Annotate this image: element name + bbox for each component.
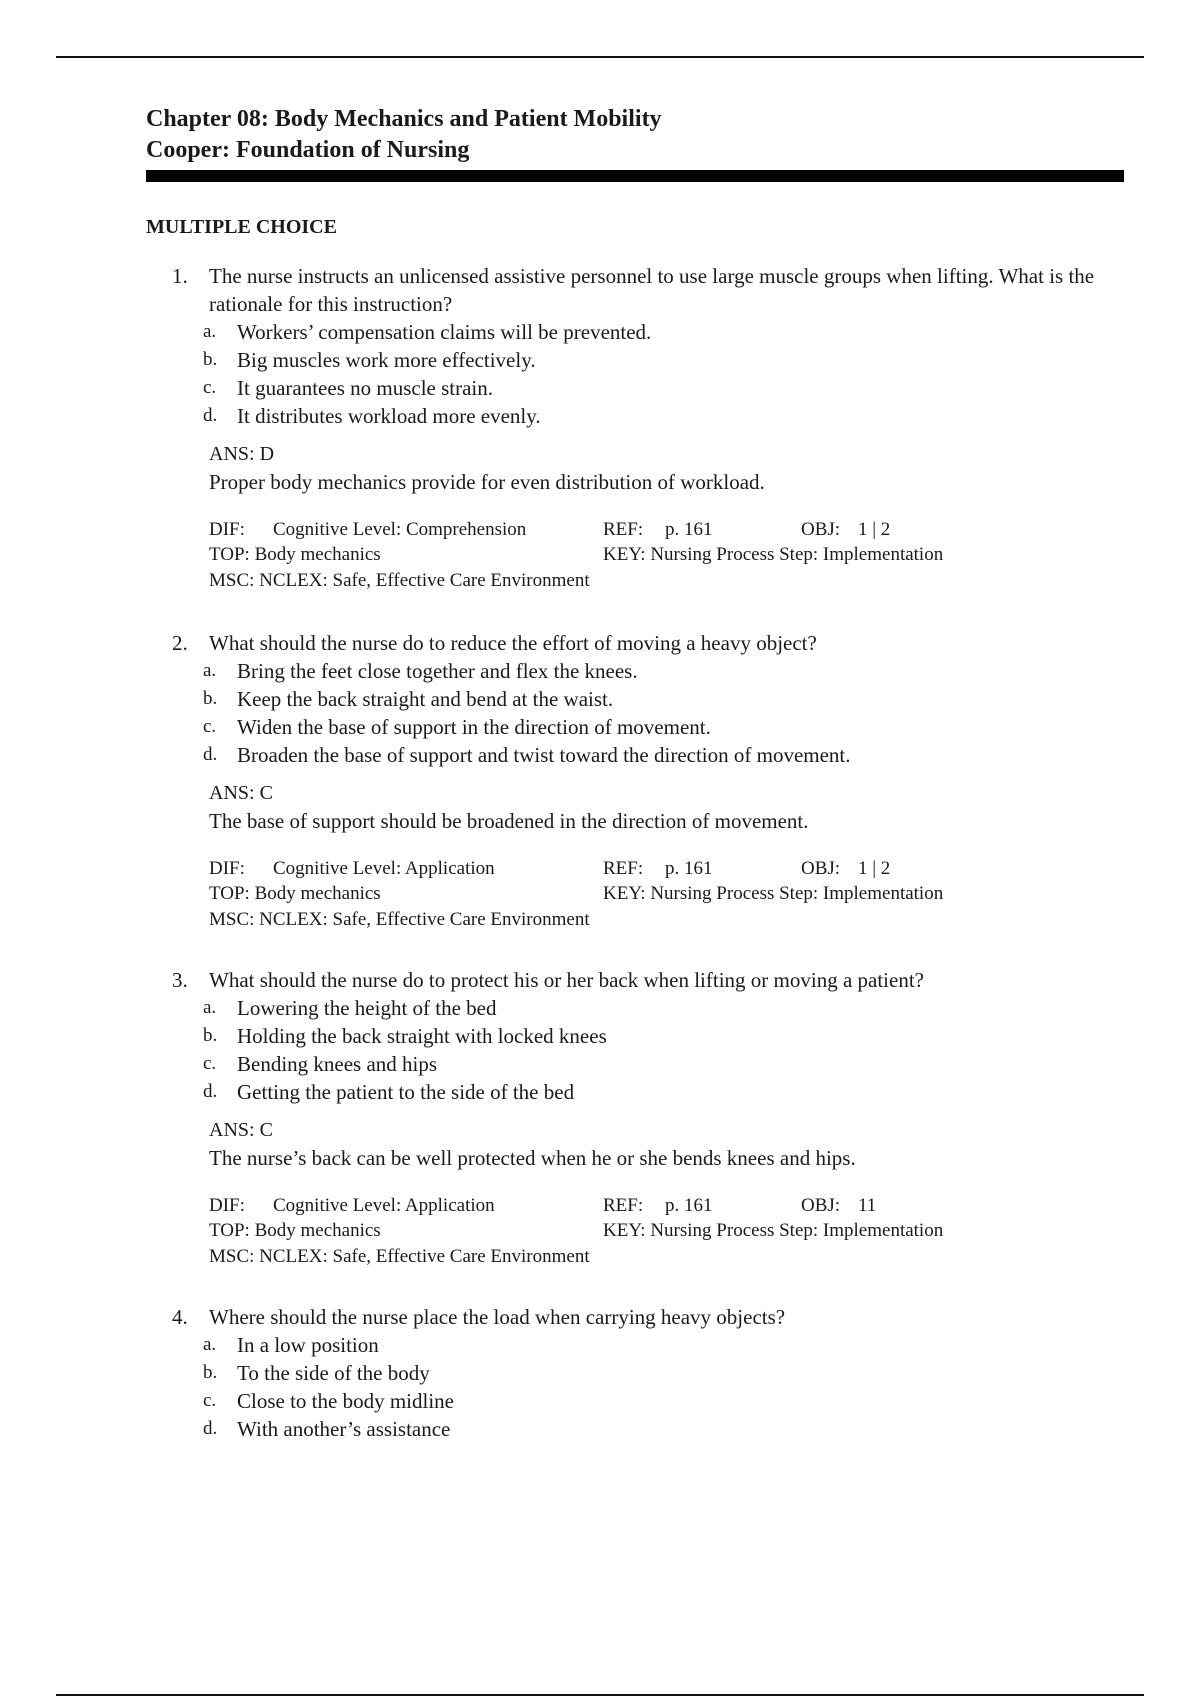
options-list bbox=[172, 994, 1112, 1106]
option-b: b. To the side of the body bbox=[203, 1361, 430, 1385]
obj-label: OBJ: bbox=[801, 1195, 841, 1216]
obj-value: 11 bbox=[858, 1195, 877, 1216]
key: KEY: Nursing Process Step: Implementation bbox=[603, 544, 944, 565]
question-meta bbox=[209, 856, 1112, 934]
question-4 bbox=[172, 1303, 1112, 1443]
question-3 bbox=[172, 966, 1112, 1271]
options-list bbox=[172, 1331, 1112, 1443]
option-b: b. Keep the back straight and bend at the waist. bbox=[203, 687, 614, 711]
ref-label: REF: bbox=[603, 858, 644, 879]
bottom-rule bbox=[56, 1694, 1144, 1696]
msc: MSC: NCLEX: Safe, Effective Care Environment bbox=[209, 1246, 590, 1267]
answer-block bbox=[172, 440, 1112, 595]
option-c: c. Bending knees and hips bbox=[203, 1052, 438, 1076]
dif-label: DIF: bbox=[209, 858, 245, 879]
dif-label: DIF: bbox=[209, 1195, 245, 1216]
answer-block bbox=[172, 779, 1112, 934]
question-text: What should the nurse do to protect his or her back when lifting or moving a patient? bbox=[209, 968, 924, 992]
answer: ANS: D bbox=[209, 443, 275, 465]
option-a: a. Workers’ compensation claims will be prevented. bbox=[203, 320, 652, 344]
dif-value: Cognitive Level: Application bbox=[273, 858, 495, 879]
question-text: The nurse instructs an unlicensed assistive personnel to use large muscle groups when lifting. What is the rationale for this instruction? bbox=[209, 264, 1095, 316]
msc: MSC: NCLEX: Safe, Effective Care Environment bbox=[209, 570, 590, 591]
question-stem bbox=[172, 262, 1112, 318]
options-list bbox=[172, 318, 1112, 430]
question-meta bbox=[209, 1193, 1112, 1271]
obj-value: 1 | 2 bbox=[858, 858, 891, 879]
rationale: Proper body mechanics provide for even distribution of workload. bbox=[209, 470, 765, 494]
question-number: 3. bbox=[172, 968, 188, 992]
answer-block bbox=[172, 1116, 1112, 1271]
section-title: MULTIPLE CHOICE bbox=[146, 216, 337, 238]
chapter-title: Chapter 08: Body Mechanics and Patient Mobility bbox=[146, 106, 662, 132]
question-number: 4. bbox=[172, 1305, 188, 1329]
dif-label: DIF: bbox=[209, 519, 245, 540]
question-text: Where should the nurse place the load when carrying heavy objects? bbox=[209, 1305, 786, 1329]
topic: TOP: Body mechanics bbox=[209, 544, 381, 565]
option-a: a. Lowering the height of the bed bbox=[203, 996, 497, 1020]
obj-value: 1 | 2 bbox=[858, 519, 891, 540]
option-d: d. Broaden the base of support and twist toward the direction of movement. bbox=[203, 743, 851, 767]
option-d: d. It distributes workload more evenly. bbox=[203, 404, 541, 428]
question-number: 1. bbox=[172, 264, 188, 288]
option-d: d. With another’s assistance bbox=[203, 1417, 451, 1441]
ref-label: REF: bbox=[603, 519, 644, 540]
key: KEY: Nursing Process Step: Implementation bbox=[603, 1220, 944, 1241]
question-stem bbox=[172, 966, 1112, 994]
question-stem bbox=[172, 629, 1112, 657]
option-d: d. Getting the patient to the side of the bed bbox=[203, 1080, 575, 1104]
ref-label: REF: bbox=[603, 1195, 644, 1216]
rationale: The base of support should be broadened in the direction of movement. bbox=[209, 809, 809, 833]
option-a: a. In a low position bbox=[203, 1333, 379, 1357]
question-meta bbox=[209, 517, 1112, 595]
option-c: c. Widen the base of support in the direction of movement. bbox=[203, 715, 711, 739]
book-title: Cooper: Foundation of Nursing bbox=[146, 137, 470, 163]
option-a: a. Bring the feet close together and flex the knees. bbox=[203, 659, 638, 683]
top-rule bbox=[56, 56, 1144, 58]
answer: ANS: C bbox=[209, 1119, 273, 1141]
question-number: 2. bbox=[172, 631, 188, 655]
ref-value: p. 161 bbox=[665, 519, 713, 540]
obj-label: OBJ: bbox=[801, 519, 841, 540]
option-c: c. It guarantees no muscle strain. bbox=[203, 376, 493, 400]
option-b: b. Big muscles work more effectively. bbox=[203, 348, 536, 372]
topic: TOP: Body mechanics bbox=[209, 1220, 381, 1241]
msc: MSC: NCLEX: Safe, Effective Care Environment bbox=[209, 909, 590, 930]
ref-value: p. 161 bbox=[665, 858, 713, 879]
header-bar bbox=[146, 170, 1124, 182]
topic: TOP: Body mechanics bbox=[209, 883, 381, 904]
dif-value: Cognitive Level: Comprehension bbox=[273, 519, 527, 540]
question-1 bbox=[172, 262, 1112, 595]
question-2 bbox=[172, 629, 1112, 934]
dif-value: Cognitive Level: Application bbox=[273, 1195, 495, 1216]
chapter-header bbox=[146, 104, 1124, 182]
option-c: c. Close to the body midline bbox=[203, 1389, 454, 1413]
ref-value: p. 161 bbox=[665, 1195, 713, 1216]
question-text: What should the nurse do to reduce the effort of moving a heavy object? bbox=[209, 631, 817, 655]
option-b: b. Holding the back straight with locked knees bbox=[203, 1024, 607, 1048]
rationale: The nurse’s back can be well protected when he or she bends knees and hips. bbox=[209, 1146, 856, 1170]
question-stem bbox=[172, 1303, 1112, 1331]
key: KEY: Nursing Process Step: Implementation bbox=[603, 883, 944, 904]
answer: ANS: C bbox=[209, 782, 273, 804]
options-list bbox=[172, 657, 1112, 769]
obj-label: OBJ: bbox=[801, 858, 841, 879]
